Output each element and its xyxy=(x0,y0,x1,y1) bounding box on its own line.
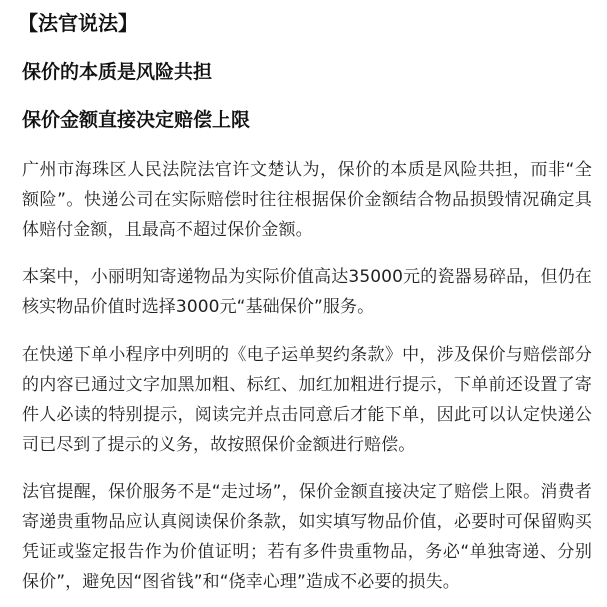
paragraph-judge-reminder: 法官提醒，保价服务不是“走过场”，保价金额直接决定了赔偿上限。消费者寄递贵重物品应认真阅读保价条款，如实填写物品价值，必要时可保留购买凭证或鉴定报告作为价值证明；若有多件贵重物品，务必“单独寄递、分别保价”，避免因“图省钱”和“侥幸心理”造成不必要的损失。 xyxy=(22,482,592,592)
paragraph-case-detail: 本案中，小丽明知寄递物品为实际价值高达35000元的瓷器易碎品，但仍在核实物品价值时选择3000元“基础保价”服务。 xyxy=(22,267,592,317)
section-tag: 【法官说法】 xyxy=(18,11,138,35)
paragraph-contract-terms: 在快递下单小程序中列明的《电子运单契约条款》中，涉及保价与赔偿部分的内容已通过文字加黑加粗、标红、加红加粗进行提示，下单前还设置了寄件人必读的特别提示，阅读完并点击同意后才能下单，因此可以认定快递公司已尽到了提示的义务，故按照保价金额进行赔偿。 xyxy=(22,345,592,455)
subheading-risk-sharing: 保价的本质是风险共担 xyxy=(22,61,213,83)
subheading-compensation-limit: 保价金额直接决定赔偿上限 xyxy=(22,109,251,131)
paragraph-judge-opinion: 广州市海珠区人民法院法官许文楚认为，保价的本质是风险共担，而非“全额险”。快递公司在实际赔偿时往往根据保价金额结合物品损毁情况确定具体赔付金额，且最高不超过保价金额。 xyxy=(22,160,592,240)
